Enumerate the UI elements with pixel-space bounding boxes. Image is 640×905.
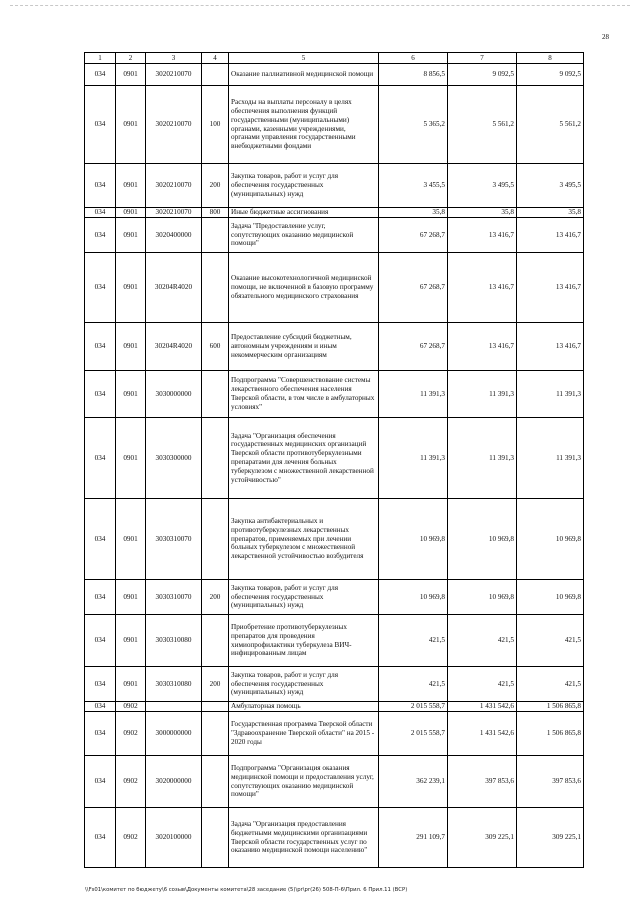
table-row xyxy=(85,323,584,371)
cell-section: 0901 xyxy=(116,323,146,371)
cell-value-year1: 421,5 xyxy=(379,667,448,702)
column-header: 4 xyxy=(202,53,229,64)
cell-value-year1: 10 969,8 xyxy=(379,580,448,615)
cell-value-year2: 397 853,6 xyxy=(448,756,517,808)
cell-value-year3: 13 416,7 xyxy=(517,253,584,323)
cell-value-year3: 13 416,7 xyxy=(517,218,584,253)
cell-target-article: 3030310080 xyxy=(146,615,202,667)
cell-value-year1: 2 015 558,7 xyxy=(379,712,448,756)
cell-description: Задача "Предоставление услуг, сопутствующих оказанию медицинской помощи" xyxy=(229,218,379,253)
cell-value-year1: 421,5 xyxy=(379,615,448,667)
cell-expense-type: 100 xyxy=(202,86,229,164)
cell-value-year1: 2 015 558,7 xyxy=(379,702,448,712)
column-header: 8 xyxy=(517,53,584,64)
table-row xyxy=(85,164,584,208)
cell-target-article: 3020210070 xyxy=(146,208,202,218)
cell-expense-type xyxy=(202,64,229,86)
cell-expense-type xyxy=(202,371,229,418)
cell-description: Предоставление субсидий бюджетным, автономным учреждениям и иным некоммерческим организациям xyxy=(229,323,379,371)
cell-value-year3: 9 092,5 xyxy=(517,64,584,86)
cell-department: 034 xyxy=(85,208,116,218)
cell-value-year1: 11 391,3 xyxy=(379,371,448,418)
table-row xyxy=(85,253,584,323)
page-number: 28 xyxy=(602,33,609,41)
cell-target-article: 3020210070 xyxy=(146,164,202,208)
cell-value-year3: 309 225,1 xyxy=(517,808,584,868)
cell-value-year3: 397 853,6 xyxy=(517,756,584,808)
cell-target-article: 3020000000 xyxy=(146,756,202,808)
cell-value-year2: 5 561,2 xyxy=(448,86,517,164)
table-row xyxy=(85,499,584,580)
cell-section: 0901 xyxy=(116,667,146,702)
cell-description: Закупка товаров, работ и услуг для обеспечения государственных (муниципальных) нужд xyxy=(229,164,379,208)
cell-section: 0901 xyxy=(116,418,146,499)
cell-value-year2: 11 391,3 xyxy=(448,418,517,499)
cell-department: 034 xyxy=(85,164,116,208)
table-row xyxy=(85,64,584,86)
cell-target-article xyxy=(146,702,202,712)
cell-section: 0902 xyxy=(116,756,146,808)
cell-target-article: 3030300000 xyxy=(146,418,202,499)
cell-expense-type: 200 xyxy=(202,164,229,208)
table-row xyxy=(85,712,584,756)
cell-section: 0901 xyxy=(116,208,146,218)
cell-value-year1: 291 109,7 xyxy=(379,808,448,868)
cell-target-article: 30204R4020 xyxy=(146,323,202,371)
cell-expense-type: 800 xyxy=(202,208,229,218)
cell-value-year1: 362 239,1 xyxy=(379,756,448,808)
cell-value-year2: 309 225,1 xyxy=(448,808,517,868)
cell-section: 0901 xyxy=(116,253,146,323)
cell-expense-type xyxy=(202,712,229,756)
table-row xyxy=(85,218,584,253)
table-row xyxy=(85,756,584,808)
file-path-footer: \\Fs01\комитет по бюджету\6 созыв\Документы комитета\28 заседание (5)\pr\pr(26) 508-П-6\Прил. 6 Прил.11 (ВСР) xyxy=(85,887,408,893)
cell-section: 0902 xyxy=(116,702,146,712)
cell-target-article: 3000000000 xyxy=(146,712,202,756)
cell-section: 0901 xyxy=(116,371,146,418)
cell-value-year2: 421,5 xyxy=(448,615,517,667)
cell-section: 0901 xyxy=(116,86,146,164)
cell-description: Задача "Организация обеспечения государственных медицинских организаций Тверской области противотуберкулезными препаратами для лечения больных туберкулезом с множественной лекарственной устойчивостью" xyxy=(229,418,379,499)
cell-department: 034 xyxy=(85,323,116,371)
cell-expense-type xyxy=(202,418,229,499)
cell-department: 034 xyxy=(85,371,116,418)
cell-description: Оказание паллиативной медицинской помощи xyxy=(229,64,379,86)
cell-department: 034 xyxy=(85,808,116,868)
cell-value-year3: 5 561,2 xyxy=(517,86,584,164)
cell-value-year1: 35,8 xyxy=(379,208,448,218)
cell-value-year2: 9 092,5 xyxy=(448,64,517,86)
top-rule xyxy=(10,5,630,6)
cell-department: 034 xyxy=(85,702,116,712)
cell-target-article: 30204R4020 xyxy=(146,253,202,323)
cell-value-year3: 1 506 865,8 xyxy=(517,702,584,712)
cell-value-year2: 11 391,3 xyxy=(448,371,517,418)
column-header: 6 xyxy=(379,53,448,64)
cell-value-year2: 35,8 xyxy=(448,208,517,218)
column-header: 3 xyxy=(146,53,202,64)
column-header: 7 xyxy=(448,53,517,64)
cell-value-year2: 3 495,5 xyxy=(448,164,517,208)
table-row xyxy=(85,702,584,712)
cell-value-year3: 421,5 xyxy=(517,615,584,667)
cell-value-year2: 13 416,7 xyxy=(448,253,517,323)
cell-section: 0901 xyxy=(116,615,146,667)
cell-value-year3: 35,8 xyxy=(517,208,584,218)
cell-value-year3: 11 391,3 xyxy=(517,418,584,499)
cell-expense-type xyxy=(202,218,229,253)
cell-section: 0902 xyxy=(116,712,146,756)
header-row xyxy=(85,53,584,64)
cell-expense-type: 600 xyxy=(202,323,229,371)
cell-description: Подпрограмма "Организация оказания медицинской помощи и предоставления услуг, сопутствующих оказанию медицинской помощи" xyxy=(229,756,379,808)
cell-expense-type xyxy=(202,808,229,868)
cell-value-year1: 67 268,7 xyxy=(379,253,448,323)
table-row xyxy=(85,808,584,868)
cell-value-year3: 11 391,3 xyxy=(517,371,584,418)
cell-department: 034 xyxy=(85,253,116,323)
cell-department: 034 xyxy=(85,418,116,499)
column-header: 1 xyxy=(85,53,116,64)
cell-description: Задача "Организация предоставления бюджетными медицинскими организациями Тверской области государственных услуг по оказанию медицинской помощи населению" xyxy=(229,808,379,868)
cell-target-article: 3030310070 xyxy=(146,580,202,615)
cell-value-year2: 13 416,7 xyxy=(448,323,517,371)
cell-value-year3: 3 495,5 xyxy=(517,164,584,208)
table-row xyxy=(85,371,584,418)
table-row xyxy=(85,208,584,218)
cell-department: 034 xyxy=(85,86,116,164)
cell-section: 0901 xyxy=(116,64,146,86)
cell-description: Приобретение противотуберкулезных препаратов для проведения химиопрофилактики туберкулеза ВИЧ-инфицированным лицам xyxy=(229,615,379,667)
cell-department: 034 xyxy=(85,64,116,86)
cell-expense-type: 200 xyxy=(202,667,229,702)
table-row xyxy=(85,580,584,615)
cell-section: 0901 xyxy=(116,164,146,208)
cell-description: Закупка товаров, работ и услуг для обеспечения государственных (муниципальных) нужд xyxy=(229,580,379,615)
table-row xyxy=(85,418,584,499)
cell-section: 0901 xyxy=(116,580,146,615)
cell-department: 034 xyxy=(85,756,116,808)
cell-expense-type xyxy=(202,253,229,323)
cell-target-article: 3030310070 xyxy=(146,499,202,580)
cell-department: 034 xyxy=(85,712,116,756)
cell-value-year3: 10 969,8 xyxy=(517,499,584,580)
cell-section: 0901 xyxy=(116,499,146,580)
cell-expense-type xyxy=(202,756,229,808)
cell-value-year2: 1 431 542,6 xyxy=(448,702,517,712)
cell-value-year1: 3 455,5 xyxy=(379,164,448,208)
table-row xyxy=(85,86,584,164)
cell-target-article: 3020400000 xyxy=(146,218,202,253)
cell-department: 034 xyxy=(85,499,116,580)
column-header: 5 xyxy=(229,53,379,64)
cell-department: 034 xyxy=(85,218,116,253)
table-row xyxy=(85,667,584,702)
budget-table xyxy=(84,52,584,868)
cell-target-article: 3030310080 xyxy=(146,667,202,702)
cell-value-year1: 5 365,2 xyxy=(379,86,448,164)
cell-description: Закупка антибактериальных и противотуберкулезных лекарственных препаратов, применяемых при лечении больных туберкулезом с множественной лекарственной устойчивостью возбудителя xyxy=(229,499,379,580)
cell-target-article: 3020210070 xyxy=(146,86,202,164)
cell-department: 034 xyxy=(85,615,116,667)
cell-section: 0901 xyxy=(116,218,146,253)
cell-value-year1: 67 268,7 xyxy=(379,323,448,371)
cell-value-year1: 8 856,5 xyxy=(379,64,448,86)
cell-target-article: 3020210070 xyxy=(146,64,202,86)
column-header: 2 xyxy=(116,53,146,64)
cell-value-year1: 10 969,8 xyxy=(379,499,448,580)
cell-description: Иные бюджетные ассигнования xyxy=(229,208,379,218)
cell-expense-type xyxy=(202,499,229,580)
cell-value-year1: 11 391,3 xyxy=(379,418,448,499)
cell-description: Оказание высокотехнологичной медицинской помощи, не включенной в базовую программу обязательного медицинского страхования xyxy=(229,253,379,323)
cell-value-year3: 13 416,7 xyxy=(517,323,584,371)
cell-description: Государственная программа Тверской области "Здравоохранение Тверской области" на 2015 - 2020 годы xyxy=(229,712,379,756)
cell-description: Подпрограмма "Совершенствование системы лекарственного обеспечения населения Тверской области, в том числе в амбулаторных условиях" xyxy=(229,371,379,418)
cell-description: Расходы на выплаты персоналу в целях обеспечения выполнения функций государственными (муниципальными) органами, казенными учреждениями, органами управления государственными внебюджетными фондами xyxy=(229,86,379,164)
cell-description: Закупка товаров, работ и услуг для обеспечения государственных (муниципальных) нужд xyxy=(229,667,379,702)
cell-expense-type: 200 xyxy=(202,580,229,615)
cell-value-year2: 10 969,8 xyxy=(448,580,517,615)
cell-value-year3: 1 506 865,8 xyxy=(517,712,584,756)
cell-value-year2: 13 416,7 xyxy=(448,218,517,253)
cell-value-year2: 10 969,8 xyxy=(448,499,517,580)
cell-value-year2: 421,5 xyxy=(448,667,517,702)
cell-description: Амбулаторная помощь xyxy=(229,702,379,712)
cell-target-article: 3020100000 xyxy=(146,808,202,868)
cell-department: 034 xyxy=(85,580,116,615)
cell-value-year1: 67 268,7 xyxy=(379,218,448,253)
cell-value-year2: 1 431 542,6 xyxy=(448,712,517,756)
cell-value-year3: 10 969,8 xyxy=(517,580,584,615)
cell-section: 0902 xyxy=(116,808,146,868)
table-row xyxy=(85,615,584,667)
cell-expense-type xyxy=(202,615,229,667)
cell-target-article: 3030000000 xyxy=(146,371,202,418)
cell-value-year3: 421,5 xyxy=(517,667,584,702)
cell-expense-type xyxy=(202,702,229,712)
cell-department: 034 xyxy=(85,667,116,702)
